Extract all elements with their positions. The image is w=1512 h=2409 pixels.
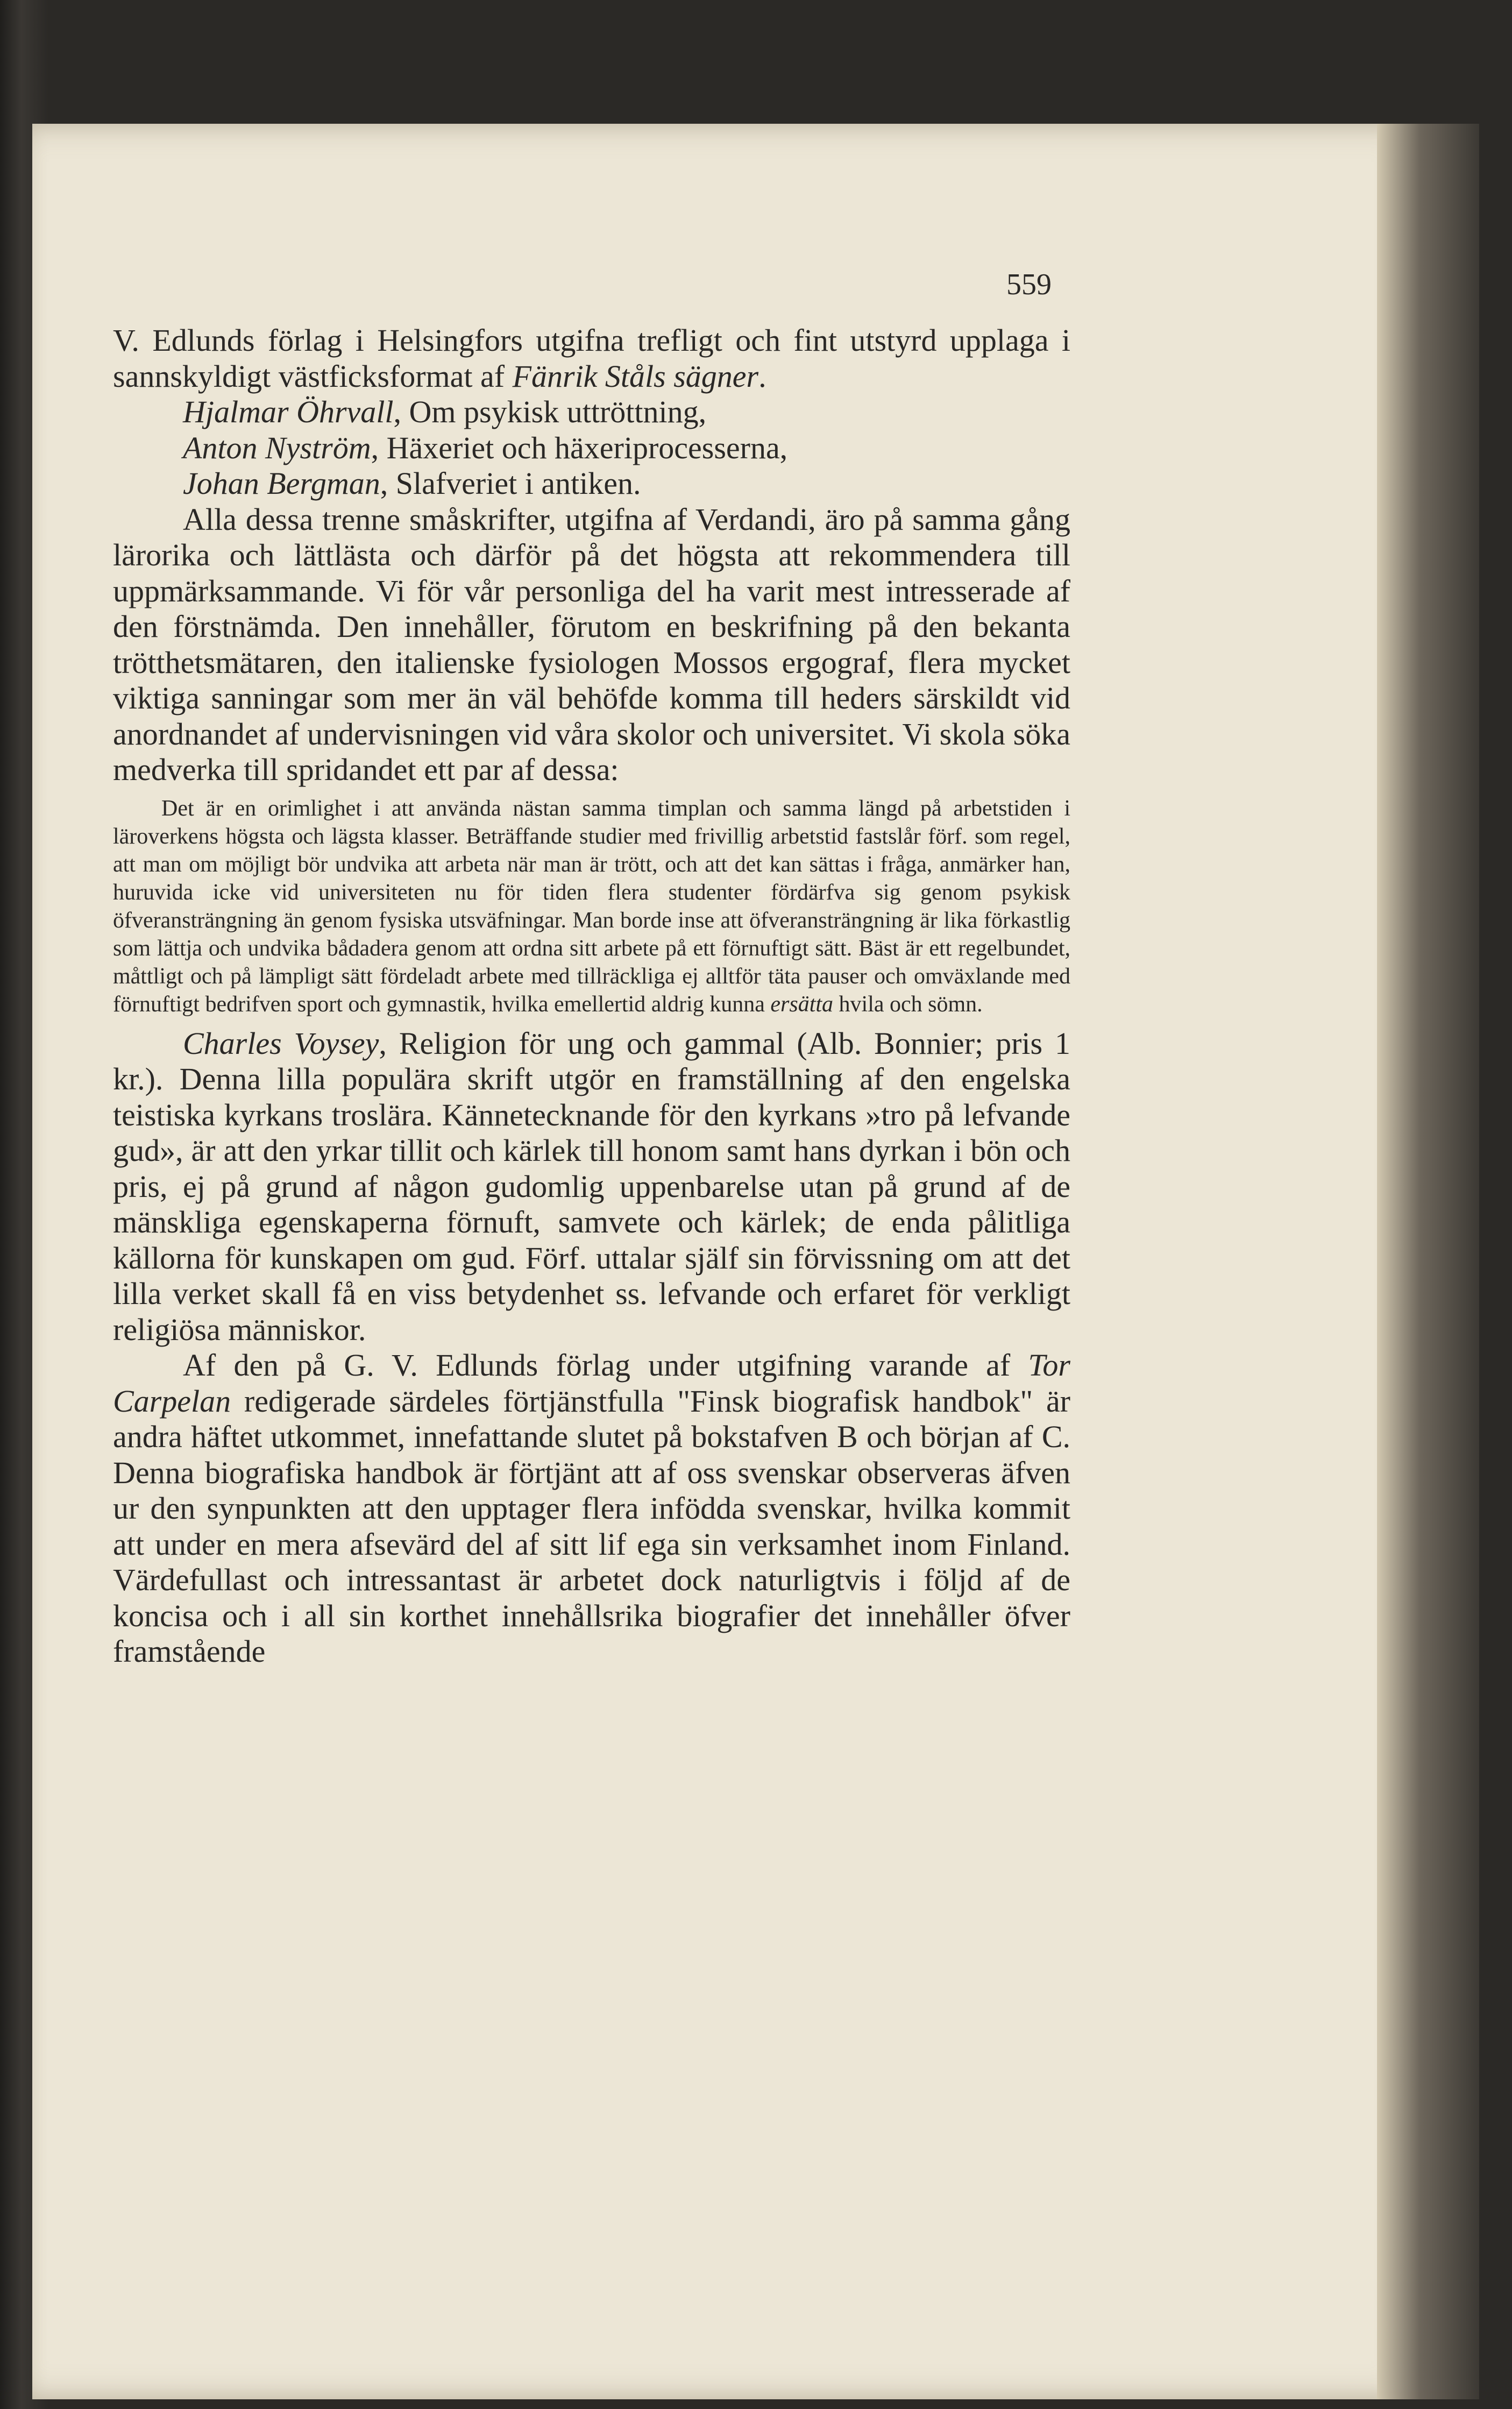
review-paragraph-2 [113,1026,1070,1348]
review-paragraph-1: Alla dessa trenne småskrifter, utgifna af Verdandi, äro på samma gång lärorika och lättlästa och därför på det högsta att rekommendera till uppmärksammande. Vi för vår personliga del ha varit mest intresserade af den förstnämda. Den innehåller, förutom en beskrifning på den bekanta trötthetsmätaren, den italienske fysiologen Mossos ergograf, flera mycket viktiga sanningar som mer än väl behöfde komma till heders särskildt vid anordnandet af undervisningen vid våra skolor och universitet. Vi skola söka medverka till spridandet ett par af dessa: [113,501,1070,787]
review-3-author: Tor Carpelan [113,1348,1070,1419]
review-2-author: Charles Voysey [183,1025,379,1061]
book-item [183,430,1070,466]
page-edge-shadow [1377,124,1479,2399]
book-author: Anton Nyström [183,430,371,465]
book-title: , Slafveriet i antiken. [380,466,641,501]
intro-end: . [758,358,766,394]
page-number: 559 [1006,268,1052,301]
book-list [113,394,1070,502]
quote-text: Det är en orimlighet i att använda nästan samma timplan och samma längd på arbetstiden i läroverkens högsta och lägsta klasser. Beträffande studier med frivillig arbetstid fastslår förf. som regel, att man om möjligt bör undvika att arbeta när man är trött, och att det kan sättas i fråga, anmärker han, huruvida icke vid universiteten nu för tiden flera studenter fördärfva sig genom psykisk öfveransträngning än genom fysiska utsväfningar. Man borde inse att öfveransträngning är lika förkastlig som lättja och undvika bådadera genom att ordna sitt arbete på ett förnuftigt sätt. Bäst är ett regelbundet, måttligt och på lämpligt sätt fördeladt arbete med tillräckliga ej alltför täta pauser och omväxlande med förnuftigt bedrifven sport och gymnastik, hvilka emellertid aldrig kunna [113,796,1070,1017]
review-2-text: , Religion för ung och gammal (Alb. Bonnier; pris 1 kr.). Denna lilla populära skrift utgör en framställning af den engelska teistiska kyrkans troslära. Kännetecknande för den kyrkans »tro på lefvande gud», är att den yrkar tillit och kärlek till honom samt hans dyrkan i bön och pris, ej på grund af någon gudomlig uppenbarelse utan på grund af de mänskliga egenskaperna förnuft, samvete och kärlek; de enda pålitliga källorna för kunskapen om gud. Förf. uttalar själf sin förvissning om att det lilla verket skall få en viss betydenhet ss. lefvande och erfaret för verkligt religiösa människor. [113,1025,1070,1347]
intro-paragraph [113,323,1070,394]
book-title: , Häxeriet och häxeriprocesserna, [371,430,788,465]
book-item [183,466,1070,502]
quote-italic: ersätta [770,991,834,1017]
book-title: , Om psykisk uttröttning, [393,394,707,429]
quote-end: hvila och sömn. [833,991,983,1017]
review-paragraph-3 [113,1348,1070,1670]
quoted-passage [113,795,1070,1018]
intro-text: V. Edlunds förlag i Helsingfors utgifna trefligt och fint utstyrd upplaga i sannskyldigt västficksformat af [113,323,1070,394]
review-3-text: redigerade särdeles förtjänstfulla "Finsk biografisk handbok" är andra häftet utkommet, innefattande slutet på bokstafven B och början af C. Denna biografiska handbok är förtjänt att af oss svenskar observeras äfven ur den synpunkten att den upptager flera infödda svenskar, hvilka kommit att under en mera afsevärd del af sitt lif ega sin verksamhet inom Finland. Värdefullast och intressantast är arbetet dock naturligtvis i följd af de koncisa och i all sin korthet innehållsrika biografier det innehåller öfver framstående [113,1383,1070,1669]
book-author: Johan Bergman [183,466,380,501]
book-item [183,394,1070,430]
review-3-start: Af den på G. V. Edlunds förlag under utgifning varande af [183,1348,1028,1383]
intro-title: Fänrik Ståls sägner [512,358,759,394]
book-author: Hjalmar Öhrvall [183,394,394,429]
page-text [113,323,1070,1670]
